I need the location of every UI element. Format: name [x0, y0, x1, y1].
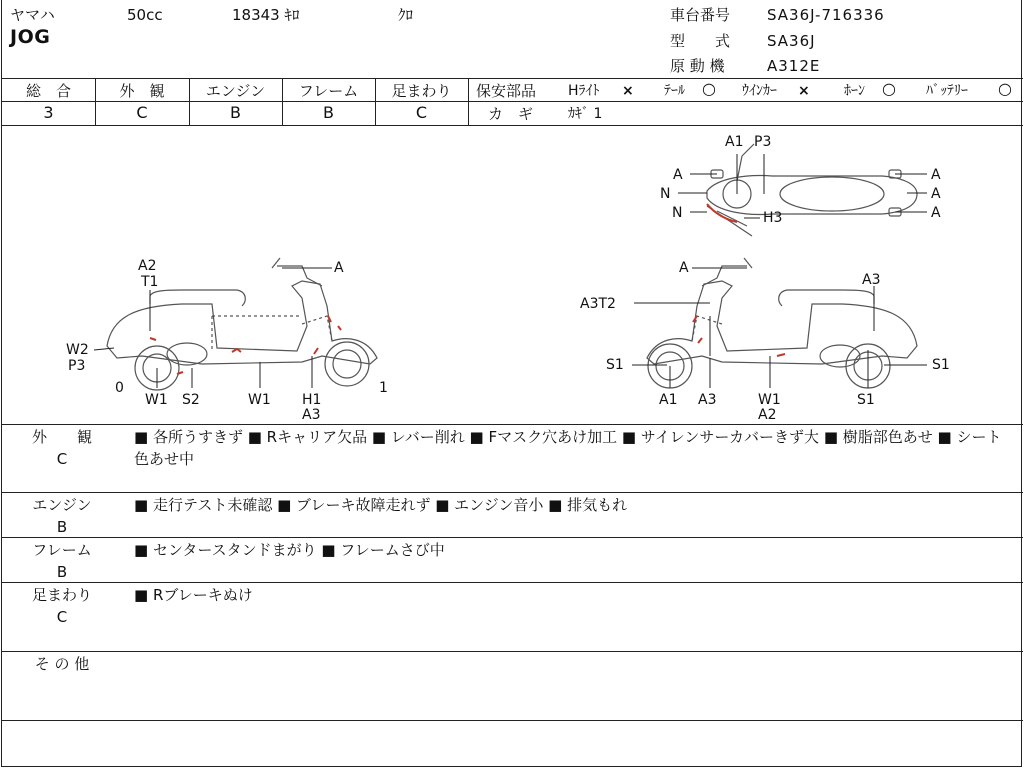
scooter-top-view [707, 144, 917, 236]
safety-mark-taillight: ○ [702, 79, 716, 98]
frame-no: SA36J-716336 [767, 6, 885, 24]
label-left-s2: S2 [182, 392, 200, 408]
divider [2, 651, 1023, 652]
section-engine-label: エンジン B [32, 496, 92, 536]
section-frame-text: ■ センタースタンドまがり ■ フレームさび中 [134, 541, 445, 559]
grade-suspension-label: 足まわり [391, 82, 452, 100]
label-right-s1c: S1 [857, 392, 875, 408]
label-right-a1: A1 [659, 392, 678, 408]
grade-frame-label: フレーム [298, 82, 359, 100]
section-frame-label: フレーム B [32, 541, 92, 581]
section-suspension-text: ■ Rブレーキぬけ [134, 586, 253, 604]
displacement: 50cc [127, 6, 163, 24]
label-top-h3: H3 [763, 210, 783, 226]
damage-diagram [2, 126, 1023, 424]
label-left-w1b: W1 [248, 392, 271, 408]
label-right-a3: A3 [698, 392, 717, 408]
grade-exterior-label: 外 観 [119, 82, 165, 100]
frame-no-label: 車台番号 [670, 6, 731, 24]
label-right-a3t2: A3T2 [580, 296, 616, 312]
color: ｸﾛ [398, 6, 414, 24]
safety-item-horn: ﾎｰﾝ [844, 83, 865, 99]
divider [2, 424, 1023, 425]
grade-engine-label: エンジン [205, 82, 266, 100]
label-top-n2: N [672, 205, 683, 221]
section-other-label: そ の 他 [34, 655, 90, 673]
divider [2, 101, 468, 102]
label-right-a3top: A3 [862, 272, 881, 288]
section-exterior-text: ■ 各所うすきず ■ Rキャリア欠品 ■ レバー削れ ■ Fマスク穴あけ加工 ■ サイレンサーカバーきず大 ■ 樹脂部色あせ ■ シート色あせ中 [134, 428, 1002, 468]
grade-overall-label: 総 合 [25, 82, 71, 100]
grade-engine-value: B [230, 103, 241, 122]
divider [2, 582, 1023, 583]
label-top-n1: N [660, 186, 671, 202]
safety-item-battery: ﾊﾞｯﾃﾘｰ [926, 83, 968, 99]
label-right-s1b: S1 [932, 357, 950, 373]
safety-item-winker: ｳｲﾝｶｰ [742, 83, 777, 99]
key-value: ｶｷﾞ 1 [568, 106, 603, 122]
inspection-sheet [1, 0, 1022, 767]
label-top-a: A [673, 167, 683, 183]
label-left-a3: A3 [302, 407, 321, 423]
engine-model-label: 原 動 機 [670, 57, 725, 75]
safety-item-taillight: ﾃｰﾙ [664, 83, 685, 99]
section-exterior-label: 外 観 C [31, 428, 92, 468]
grade-exterior-value: C [136, 103, 148, 122]
divider [2, 78, 1023, 79]
label-left-one: 1 [379, 380, 388, 396]
label-left-a: A [334, 260, 344, 276]
label-left-w1a: W1 [145, 392, 168, 408]
model-name: JOG [10, 26, 51, 48]
grade-frame-value: B [323, 103, 334, 122]
type-label: 型 式 [670, 32, 731, 50]
key-label: カ ギ [488, 105, 534, 123]
label-left-t1: T1 [141, 274, 159, 290]
label-left-h1: H1 [302, 392, 322, 408]
label-top-a1: A1 [725, 134, 744, 150]
label-right-a: A [679, 260, 689, 276]
label-top-a-r2: A [931, 186, 941, 202]
label-left-zero: 0 [115, 380, 124, 396]
maker: ヤマハ [10, 6, 55, 24]
type-value: SA36J [767, 32, 816, 50]
label-top-p3: P3 [754, 134, 772, 150]
label-right-s1a: S1 [606, 357, 624, 373]
label-left-w2: W2 [66, 342, 89, 358]
safety-item-headlight: Hﾗｲﾄ [568, 83, 600, 99]
label-left-p3: P3 [68, 358, 86, 374]
engine-model: A312E [767, 57, 821, 75]
mileage: 18343 ｷﾛ [232, 6, 300, 24]
section-suspension-label: 足まわり C [31, 586, 92, 626]
label-right-a2: A2 [758, 407, 777, 423]
safety-mark-battery: ○ [998, 79, 1012, 98]
section-engine-text: ■ 走行テスト未確認 ■ ブレーキ故障走れず ■ エンジン音小 ■ 排気もれ [134, 496, 628, 514]
divider [2, 537, 1023, 538]
safety-mark-headlight: × [622, 83, 634, 99]
divider [468, 101, 1023, 102]
divider [2, 492, 1023, 493]
label-top-a-r1: A [931, 167, 941, 183]
safety-mark-horn: ○ [882, 79, 896, 98]
grade-suspension-value: C [415, 103, 428, 122]
safety-mark-winker: × [798, 83, 810, 99]
label-right-w1: W1 [758, 392, 781, 408]
safety-title: 保安部品 [476, 82, 537, 100]
grade-overall-value: 3 [43, 103, 54, 122]
label-left-a2: A2 [138, 258, 157, 274]
label-top-a-r3: A [931, 205, 941, 221]
divider [2, 720, 1023, 721]
